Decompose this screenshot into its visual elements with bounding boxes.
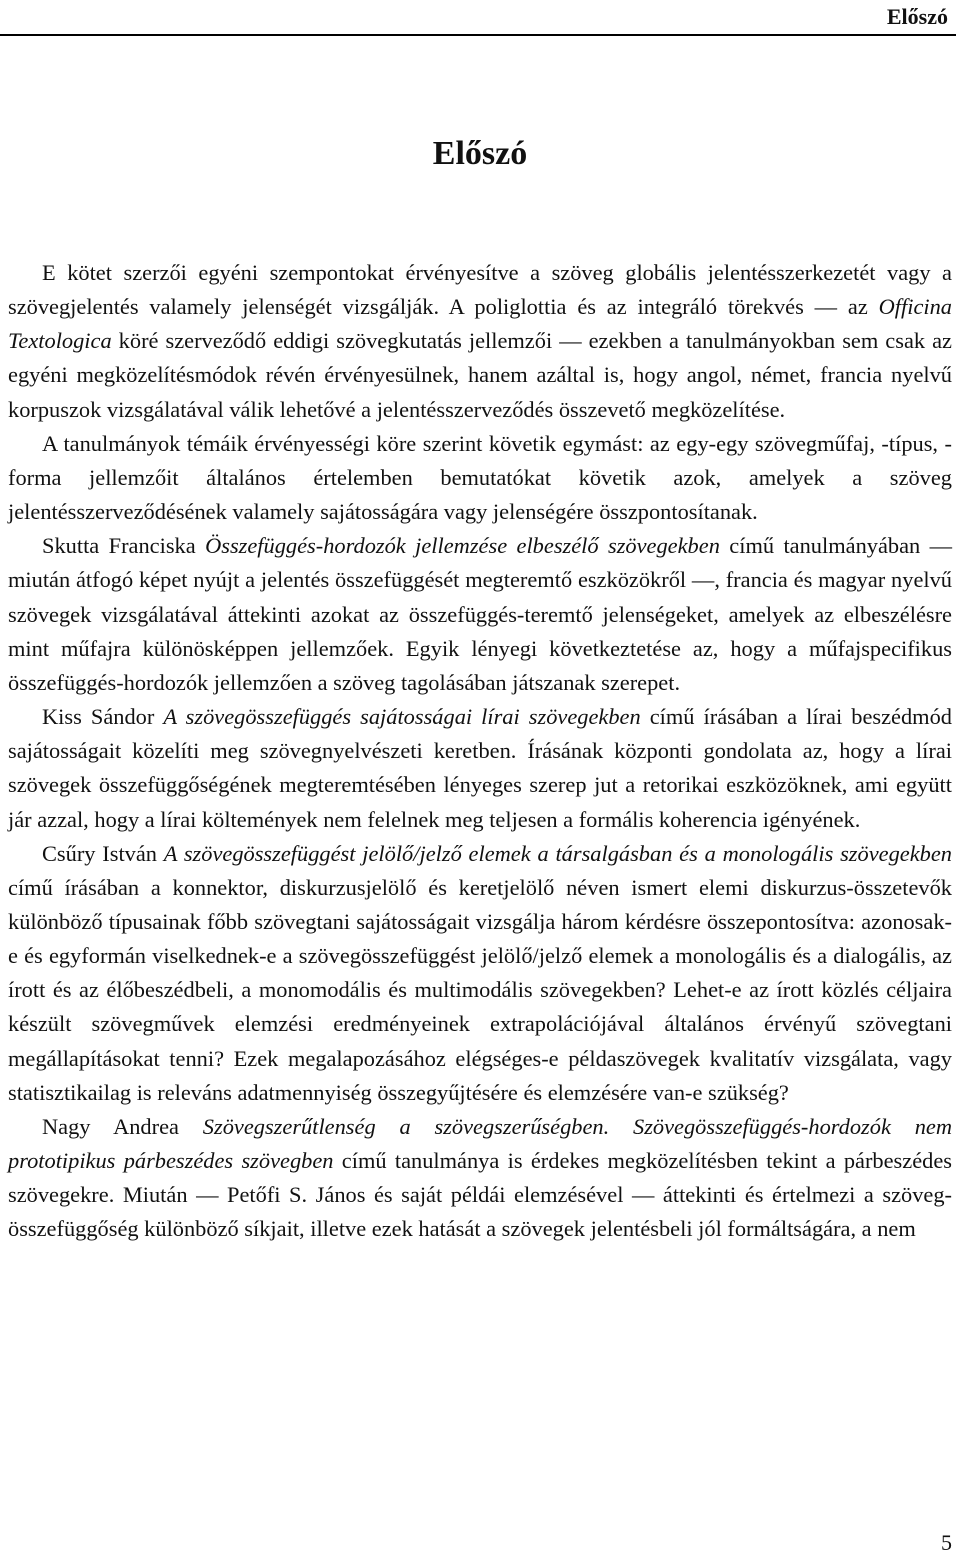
text-run: A tanulmányok témáik érvényességi köre szerint követik egymást: az egy-egy szövegműfaj, -típus, -forma jellemzőit általános értelemben bemutatókat követik azok, amelyek a szöveg jelentésszerveződésének valamely sajátosságára vagy jelenségére összpontosítanak. — [8, 430, 952, 525]
running-title: Előszó — [886, 4, 948, 29]
text-run: című írásában a konnektor, diskurzusjelölő és keretjelölő néven ismert elemi diskurzus-összetevők különböző típusainak főbb szövegtani sajátosságait vizsgálja három kérdésre összepontosítva: azonosak-e és egyformán viselkednek-e a szövegösszefüggést jelölő/jelző elemek a monologális és a dialogális, az írott és az élőbeszédbeli, a monomodális és multimodális szövegekben? Lehet-e az írott közlés céljaira készült szövegművek elemzési eredményeinek extrapolációjával általános érvényű szövegtani megállapításokat tenni? Ezek megalapozásához elégséges-e példaszövegek kvalitatív vizsgálata, vagy statisztikailag is releváns adatmennyiség összegyűjtésére és elemzésére van-e szükség? — [8, 874, 952, 1105]
paragraph — [8, 700, 952, 837]
body-text — [8, 256, 952, 1247]
text-run: E kötet szerzői egyéni szempontokat érvényesítve a szöveg globális jelentésszerkezetét vagy a szövegjelentés valamely jelenségét vizsgálják. A poliglottia és az integráló törekvés — az — [8, 260, 952, 320]
page-number: 5 — [941, 1530, 952, 1555]
paragraph — [8, 427, 952, 529]
text-run: Csűry István — [42, 840, 164, 866]
text-run: Skutta Franciska — [42, 533, 206, 559]
cited-title: A szövegösszefüggés sajátosságai lírai szövegekben — [163, 704, 641, 730]
paragraph — [8, 1110, 952, 1247]
running-header — [0, 0, 956, 36]
text-run: Nagy Andrea — [42, 1113, 203, 1139]
text-run: köré szerveződő eddigi szövegkutatás jellemzői — ezekben a tanulmányokban sem csak az egyéni megközelítésmódok révén érvényesülnek, hanem azáltal is, hogy angol, német, francia nyelvű korpuszok vizsgálatával válik lehetővé a jelentésszerveződés összevető megközelítése. — [8, 328, 952, 422]
cited-title: Összefüggés-hordozók jellemzése elbeszélő szövegekben — [205, 533, 720, 559]
paragraph — [8, 529, 952, 700]
cited-title: A szövegösszefüggést jelölő/jelző elemek a társalgásban és a monologális szövegekben — [163, 840, 952, 866]
page-title: Előszó — [432, 135, 528, 172]
text-run: Kiss Sándor — [42, 704, 164, 730]
cited-title: Officina Textologica — [8, 294, 952, 354]
paragraph — [8, 256, 952, 427]
text-run: című írásában a lírai beszédmód sajátosságait közelíti meg szövegnyelvészeti keretben. Írásának központi gondolata az, hogy a lírai szövegek összefüggőségének megteremtésében lényeges szerep jut a retorikai eszközöknek, ami együtt jár azzal, hogy a lírai költemények nem felelnek meg teljesen a formális koherencia igényének. — [8, 704, 952, 832]
cited-title: Szövegszerűtlenség a szövegszerűségben. Szövegösszefüggés-hordozók nem prototipikus párbeszédes szövegben — [8, 1113, 952, 1174]
text-run: című tanulmányában — miután átfogó képet nyújt a jelentés összefüggését megteremtő eszközökről —, francia és magyar nyelvű szövegek vizsgálatával áttekinti azokat az összefüggés-teremtő jelenségeket, amelyek az elbeszélésre mint műfajra különösképpen jellemzőek. Egyik lényegi következtetése az, hogy a műfajspecifikus összefüggés-hordozók jellemzően a szöveg tagolásában játszanak szerepet. — [8, 533, 952, 695]
paragraph — [8, 837, 952, 1110]
text-run: című tanulmánya is érdekes megközelítésben tekint a párbeszédes szövegekre. Miután — Petőfi S. János és saját példái elemzésével — áttekinti és értelmezi a szöveg-összefüggőség különböző síkjait, illetve ezek hatását a szövegek jelentésbeli jól formáltságára, a nem — [8, 1148, 952, 1242]
